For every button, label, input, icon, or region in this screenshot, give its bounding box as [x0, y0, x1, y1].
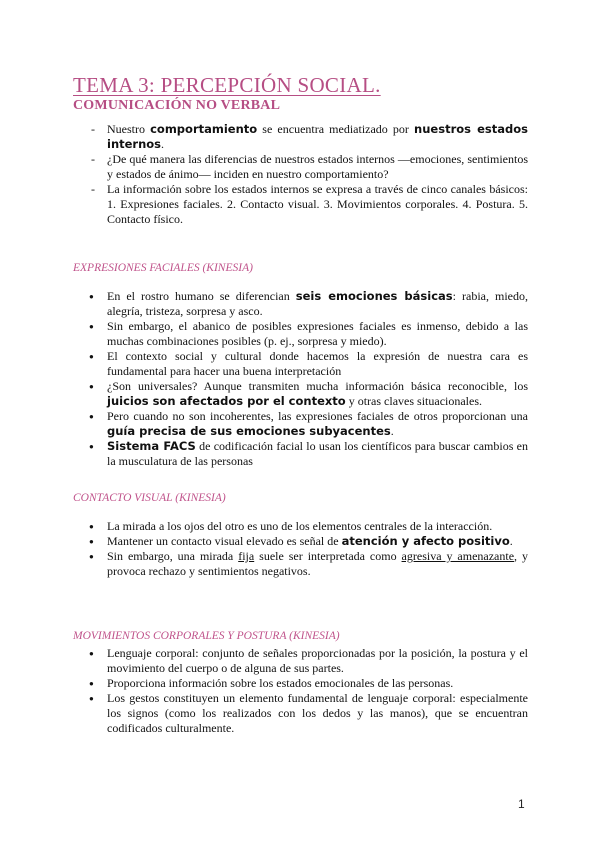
page-number: 1 [518, 797, 525, 811]
movimientos-list [73, 646, 528, 736]
list-item: ● La mirada a los ojos del otro es uno de los elementos centrales de la interacción. [73, 519, 528, 534]
section-heading-contacto: CONTACTO VISUAL (KINESIA) [73, 492, 226, 504]
list-item: ● Los gestos constituyen un elemento fundamental de lenguaje corporal: especialmente los signos (como los realizados con los dedos y las manos), que se encuentran codificados culturalmente. [73, 691, 528, 736]
intro-list [73, 122, 528, 227]
list-item: ● El contexto social y cultural donde hacemos la expresión de nuestra cara es fundamental para hacer una buena interpretación [73, 349, 528, 379]
list-item: ● Pero cuando no son incoherentes, las expresiones faciales de otros proporcionan una guía precisa de sus emociones subyacentes. [73, 409, 528, 439]
list-item: ● En el rostro humano se diferencian seis emociones básicas: rabia, miedo, alegría, tristeza, sorpresa y asco. [73, 289, 528, 319]
page-subtitle: COMUNICACIÓN NO VERBAL [73, 98, 281, 113]
page-title: TEMA 3: PERCEPCIÓN SOCIAL. [73, 73, 381, 97]
list-item: ● Sin embargo, el abanico de posibles expresiones faciales es inmenso, debido a las muchas combinaciones posibles (p. ej., sorpresa y miedo). [73, 319, 528, 349]
list-item: ● Mantener un contacto visual elevado es señal de atención y afecto positivo. [73, 534, 528, 549]
intro-item: - Nuestro comportamiento se encuentra mediatizado por nuestros estados internos. [73, 122, 528, 152]
list-item: ● Proporciona información sobre los estados emocionales de las personas. [73, 676, 528, 691]
list-item: ● ¿Son universales? Aunque transmiten mucha información básica reconocible, los juicios son afectados por el contexto y otras claves situacionales. [73, 379, 528, 409]
section-heading-expresiones: EXPRESIONES FACIALES (KINESIA) [73, 262, 253, 274]
intro-item: - La información sobre los estados internos se expresa a través de cinco canales básicos: 1. Expresiones faciales. 2. Contacto visual. 3. Movimientos corporales. 4. Postura. 5. Contacto físico. [73, 182, 528, 227]
contacto-list [73, 519, 528, 579]
list-item: ● Sistema FACS de codificación facial lo usan los científicos para buscar cambios en la musculatura de las personas [73, 439, 528, 469]
list-item: ● Lenguaje corporal: conjunto de señales proporcionadas por la posición, la postura y el movimiento del cuerpo o de alguna de sus partes. [73, 646, 528, 676]
expresiones-list [73, 289, 528, 469]
list-item: ● Sin embargo, una mirada fija suele ser interpretada como agresiva y amenazante, y provoca rechazo y sentimientos negativos. [73, 549, 528, 579]
intro-item: - ¿De qué manera las diferencias de nuestros estados internos —emociones, sentimientos y estados de ánimo— inciden en nuestro comportamiento? [73, 152, 528, 182]
section-heading-movimientos: MOVIMIENTOS CORPORALES Y POSTURA (KINESIA) [73, 630, 340, 642]
